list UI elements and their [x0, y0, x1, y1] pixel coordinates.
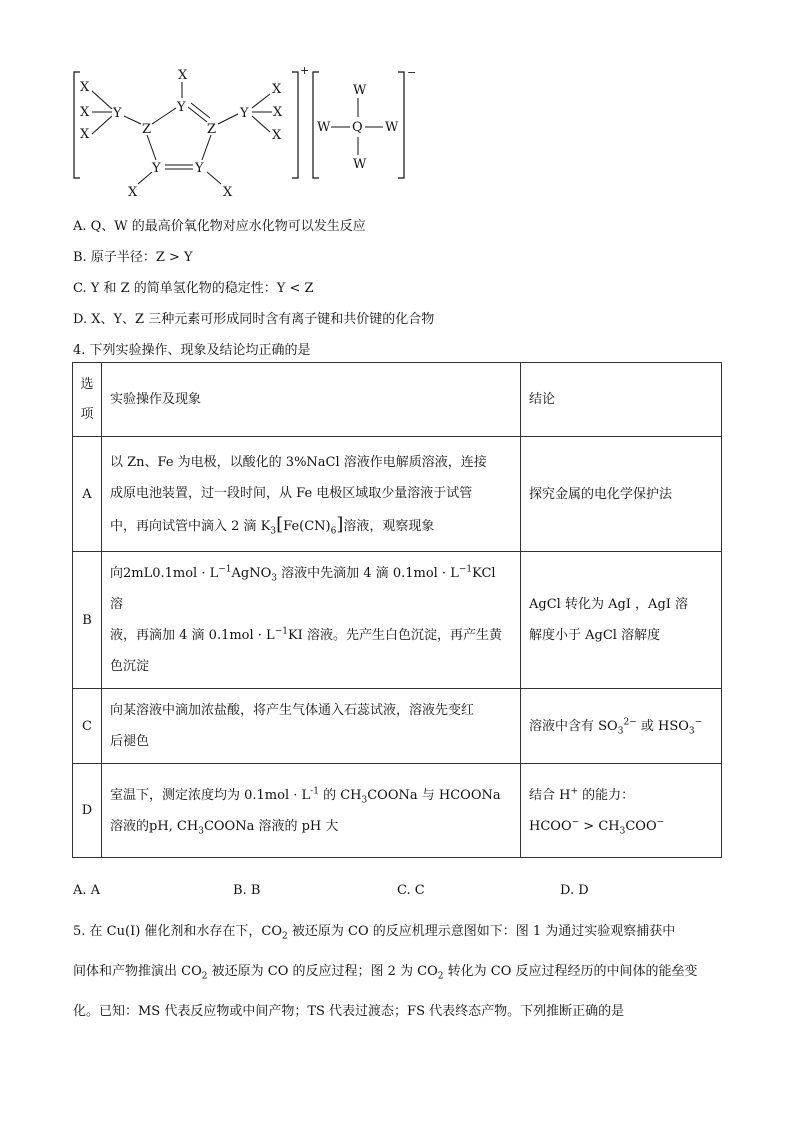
- choice-c: C. C: [397, 883, 425, 898]
- atom-q: Q: [352, 120, 363, 135]
- superscript: −: [694, 717, 703, 728]
- subscript: 3: [688, 726, 695, 737]
- text-segment: 被还原为 CO 的反应过程；图 2 为 CO: [207, 964, 438, 979]
- row-label: B: [73, 552, 102, 689]
- text-segment: 液，再滴加 4 滴 0.1mol · L: [110, 628, 275, 643]
- atom-y: Y: [240, 106, 249, 121]
- option-d: D. X、Y、Z 三种元素可形成同时含有离子键和共价键的化合物: [73, 312, 435, 327]
- subscript: 3: [361, 795, 368, 806]
- superscript: −1: [218, 564, 232, 575]
- superscript: −: [571, 817, 580, 828]
- row-label: A: [73, 437, 102, 552]
- text-line: 色沉淀: [110, 659, 150, 674]
- subscript: 3: [619, 826, 626, 837]
- text-segment: 向2mL0.1mol · L: [110, 566, 219, 581]
- text-line: AgCl 转化为 AgI ，AgI 溶: [529, 597, 689, 612]
- subscript: 3: [270, 526, 277, 537]
- header-option: [73, 363, 102, 437]
- anion-charge: −: [407, 66, 417, 79]
- text-line: 向某溶液中滴加浓盐酸，将产生气体通入石蕊试液，溶液先变红: [110, 703, 475, 718]
- text-segment: COONa 与 HCOONa: [367, 787, 501, 803]
- text-segment: (I): [125, 924, 141, 939]
- atom-y: Y: [195, 161, 204, 176]
- choice-a: A. A: [73, 883, 101, 898]
- subscript: 2: [437, 971, 444, 982]
- table-row: [73, 689, 722, 764]
- atom-y: Y: [152, 161, 161, 176]
- atom-w: W: [353, 83, 367, 98]
- structural-formula: [66, 60, 426, 205]
- text-segment: Fe(CN): [283, 518, 331, 534]
- atom-y: Y: [113, 106, 122, 121]
- answer-choices: [73, 883, 673, 901]
- table-row: [73, 437, 722, 552]
- text-segment: 或 HSO: [636, 718, 689, 734]
- text-segment: 的 CH: [318, 787, 362, 803]
- choice-b: B. B: [233, 883, 261, 898]
- subscript: 3: [198, 826, 204, 837]
- text-segment: HCOO: [529, 818, 572, 834]
- text-segment: KCl 溶: [110, 566, 496, 612]
- atom-z: Z: [207, 122, 217, 137]
- row-conclusion: 探究金属的电化学保护法: [521, 437, 722, 552]
- text-segment: KI 溶液。先产生白色沉淀，再产生黄: [287, 628, 502, 643]
- text-segment: COO: [625, 818, 657, 834]
- text-segment: > CH: [579, 818, 620, 834]
- text-line: 解度小于 AgCl 溶解度: [529, 628, 661, 643]
- atom-x: X: [128, 185, 138, 200]
- text-segment: 溶液的pH, CH: [110, 818, 199, 834]
- atom-x: X: [272, 82, 282, 97]
- subscript: 6: [330, 526, 337, 537]
- bracket: [: [276, 513, 284, 535]
- cation-charge: +: [300, 64, 310, 77]
- atom-x: X: [80, 80, 90, 95]
- question-5-line-1: [73, 920, 723, 942]
- text-line: 以 Zn、Fe 为电极，以酸化的 3%NaCl 溶液作电解质溶液，连接: [110, 454, 487, 470]
- row-conclusion: [521, 552, 722, 689]
- row-operation: [102, 437, 521, 552]
- header-operation: 实验操作及现象: [102, 363, 521, 437]
- atom-y: Y: [177, 100, 186, 115]
- row-conclusion: [521, 764, 722, 858]
- experiment-table: [72, 362, 722, 858]
- option-b: B. 原子半径：Z > Y: [73, 250, 193, 265]
- superscript: +: [570, 786, 579, 797]
- text-line: 中，再向试管中滴入 2 滴 K: [110, 518, 271, 534]
- choice-d: D. D: [560, 883, 589, 898]
- text-segment: COONa 溶液的 pH 大: [203, 818, 339, 834]
- atom-x: X: [178, 68, 188, 83]
- text-line: 成原电池装置，过一段时间，从 Fe 电极区域取少量溶液于试管: [110, 485, 473, 501]
- question-5-line-2: [73, 960, 723, 982]
- row-label: D: [73, 764, 102, 858]
- superscript: −1: [458, 564, 473, 575]
- superscript: −1: [274, 626, 288, 637]
- row-operation: [102, 764, 521, 858]
- text-segment: 溶液中含有 SO: [529, 718, 618, 734]
- atom-w: W: [385, 120, 399, 135]
- subscript: 3: [617, 726, 624, 737]
- question-5-line-3: 化。已知：MS 代表反应物或中间产物；TS 代表过渡态；FS 代表终态产物。下列推断正确的是: [73, 1004, 625, 1019]
- question-4-stem: 4. 下列实验操作、现象及结论均正确的是: [73, 343, 311, 358]
- row-conclusion: [521, 689, 722, 764]
- table-row: [73, 552, 722, 689]
- atom-x: X: [80, 105, 90, 120]
- header-option-char: 项: [80, 406, 94, 422]
- atom-z: Z: [142, 122, 152, 137]
- option-a: A. Q、W 的最高价氧化物对应水化物可以发生反应: [73, 219, 366, 234]
- subscript: 2: [201, 971, 208, 982]
- text-segment: 溶液，观察现象: [343, 518, 435, 534]
- atom-x: X: [223, 185, 233, 200]
- option-c: C. Y 和 Z 的简单氢化物的稳定性：Y < Z: [73, 281, 314, 296]
- table-row: [73, 764, 722, 858]
- header-option-char: 选: [80, 376, 94, 392]
- superscript: 2−: [623, 717, 637, 728]
- subscript: 3: [271, 573, 278, 584]
- row-operation: [102, 552, 521, 689]
- text-segment: 催化剂和水存在下，CO: [140, 924, 283, 939]
- row-operation: [102, 689, 521, 764]
- superscript: −: [656, 817, 665, 828]
- text-segment: 间体和产物推演出 CO: [73, 964, 202, 979]
- atom-w: W: [317, 120, 331, 135]
- text-segment: 溶液中先滴加 4 滴 0.1mol · L: [277, 566, 459, 581]
- text-segment: 转化为 CO 反应过程经历的中间体的能垒变: [443, 964, 698, 979]
- text-segment: 5. 在 Cu: [73, 924, 125, 939]
- text-segment: 被还原为 CO 的反应机理示意图如下：图 1 为通过实验观察捕获中: [287, 924, 676, 939]
- atom-x: X: [273, 105, 283, 120]
- superscript: -1: [310, 786, 319, 797]
- table-header-row: [73, 363, 722, 437]
- subscript: 2: [282, 931, 288, 942]
- text-segment: 室温下，测定浓度均为 0.1mol · L: [110, 787, 311, 803]
- text-line: 后褪色: [110, 734, 150, 749]
- atom-x: X: [272, 128, 282, 143]
- atom-x: X: [80, 127, 90, 142]
- atom-w: W: [353, 157, 367, 172]
- header-conclusion: 结论: [521, 363, 722, 437]
- bracket: ]: [336, 513, 344, 535]
- text-segment: 的能力：: [578, 787, 635, 803]
- text-segment: AgNO: [231, 566, 272, 581]
- row-label: C: [73, 689, 102, 764]
- text-segment: 结合 H: [529, 787, 571, 803]
